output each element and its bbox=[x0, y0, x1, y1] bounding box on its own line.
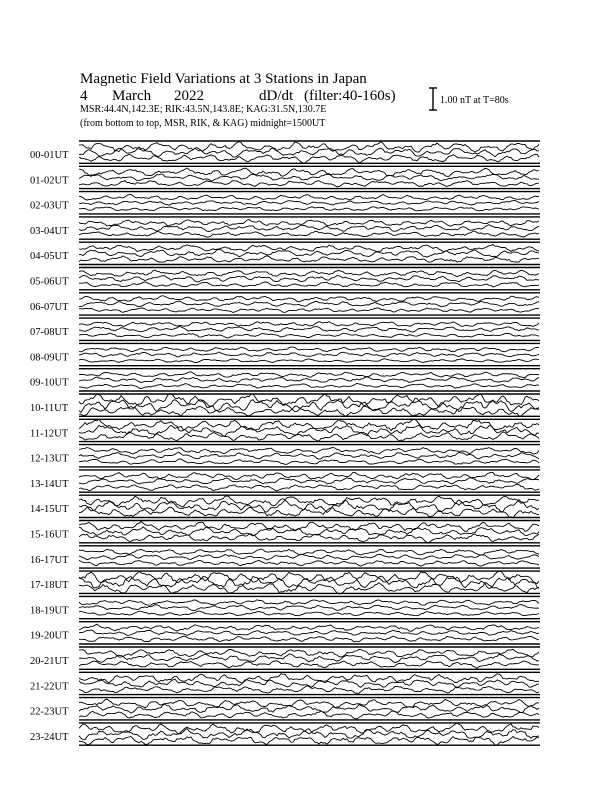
scale-bar-label: 1.00 nT at T=80s bbox=[440, 95, 509, 106]
trace-msr bbox=[79, 560, 539, 566]
trace-msr bbox=[79, 686, 539, 693]
trace-kag bbox=[79, 522, 539, 532]
hour-label: 14-15UT bbox=[30, 504, 69, 516]
trace-msr bbox=[79, 459, 539, 464]
trace-kag bbox=[79, 394, 539, 408]
trace-kag bbox=[79, 372, 539, 378]
hour-label: 05-06UT bbox=[30, 276, 69, 288]
trace-rik bbox=[79, 301, 539, 307]
hour-label: 18-19UT bbox=[30, 605, 69, 617]
hour-label: 16-17UT bbox=[30, 554, 69, 566]
trace-kag bbox=[79, 448, 539, 455]
trace-msr bbox=[79, 484, 539, 491]
trace-msr bbox=[79, 207, 539, 211]
date-day: 4 bbox=[80, 88, 88, 104]
trace-msr bbox=[79, 406, 539, 416]
trace-msr bbox=[79, 507, 539, 518]
hour-label: 09-10UT bbox=[30, 377, 69, 389]
date-month: March bbox=[112, 88, 152, 104]
trace-kag bbox=[79, 472, 539, 480]
trace-rik bbox=[79, 478, 539, 484]
trace-kag bbox=[79, 649, 539, 657]
quantity-label: dD/dt bbox=[259, 88, 294, 104]
hour-label: 02-03UT bbox=[30, 200, 69, 212]
trace-kag bbox=[79, 600, 539, 605]
trace-kag bbox=[79, 347, 539, 352]
hour-label: 06-07UT bbox=[30, 301, 69, 313]
trace-kag bbox=[79, 296, 539, 302]
hour-label: 12-13UT bbox=[30, 453, 69, 465]
hour-label: 10-11UT bbox=[30, 403, 69, 414]
trace-kag bbox=[79, 168, 539, 177]
trace-rik bbox=[79, 554, 539, 560]
trace-msr bbox=[79, 611, 539, 616]
trace-msr bbox=[79, 256, 539, 262]
trace-rik bbox=[79, 377, 539, 383]
trace-kag bbox=[79, 142, 539, 152]
hour-label: 01-02UT bbox=[30, 175, 69, 187]
trace-msr bbox=[79, 636, 539, 642]
hour-label: 19-20UT bbox=[30, 630, 69, 642]
trace-rik bbox=[79, 630, 539, 636]
trace-kag bbox=[79, 549, 539, 555]
hour-rows bbox=[30, 141, 540, 745]
filter-label: (filter:40-160s) bbox=[304, 88, 396, 104]
hour-label: 23-24UT bbox=[30, 731, 69, 743]
trace-rik bbox=[79, 576, 539, 588]
trace-msr bbox=[79, 359, 539, 363]
trace-msr bbox=[79, 308, 539, 313]
trace-msr bbox=[79, 154, 539, 163]
trace-msr bbox=[79, 383, 539, 388]
hour-label: 15-16UT bbox=[30, 529, 69, 541]
trace-msr bbox=[79, 181, 539, 187]
hour-label: 17-18UT bbox=[30, 580, 69, 592]
order-line: (from bottom to top, MSR, RIK, & KAG) midnight=1500UT bbox=[80, 118, 326, 129]
trace-msr bbox=[79, 711, 539, 719]
trace-kag bbox=[79, 195, 539, 201]
trace-msr bbox=[79, 282, 539, 287]
hour-label: 03-04UT bbox=[30, 225, 69, 237]
hour-label: 20-21UT bbox=[30, 656, 69, 667]
hour-label: 04-05UT bbox=[30, 251, 69, 263]
trace-kag bbox=[79, 245, 539, 252]
hour-label: 07-08UT bbox=[30, 327, 69, 339]
trace-rik bbox=[79, 201, 539, 206]
hour-label: 21-22UT bbox=[30, 681, 69, 693]
trace-rik bbox=[79, 276, 539, 282]
trace-msr bbox=[79, 333, 539, 338]
hour-label: 13-14UT bbox=[30, 478, 69, 490]
scale-bar bbox=[429, 88, 437, 110]
trace-kag bbox=[79, 322, 539, 327]
hour-label: 08-09UT bbox=[30, 352, 69, 364]
trace-rik bbox=[79, 225, 539, 232]
trace-rik bbox=[79, 352, 539, 357]
trace-msr bbox=[79, 534, 539, 543]
stations-line: MSR:44.4N,142.3E; RIK:43.5N,143.8E; KAG:31.5N,130.7E bbox=[80, 104, 327, 115]
date-year: 2022 bbox=[174, 88, 204, 104]
trace-kag bbox=[79, 270, 539, 277]
hour-label: 11-12UT bbox=[30, 428, 69, 440]
trace-kag bbox=[79, 220, 539, 227]
trace-rik bbox=[79, 327, 539, 333]
trace-msr bbox=[79, 231, 539, 237]
hour-label: 22-23UT bbox=[30, 706, 69, 718]
chart-title: Magnetic Field Variations at 3 Stations in Japan bbox=[80, 71, 367, 87]
hour-label: 00-01UT bbox=[30, 150, 69, 161]
